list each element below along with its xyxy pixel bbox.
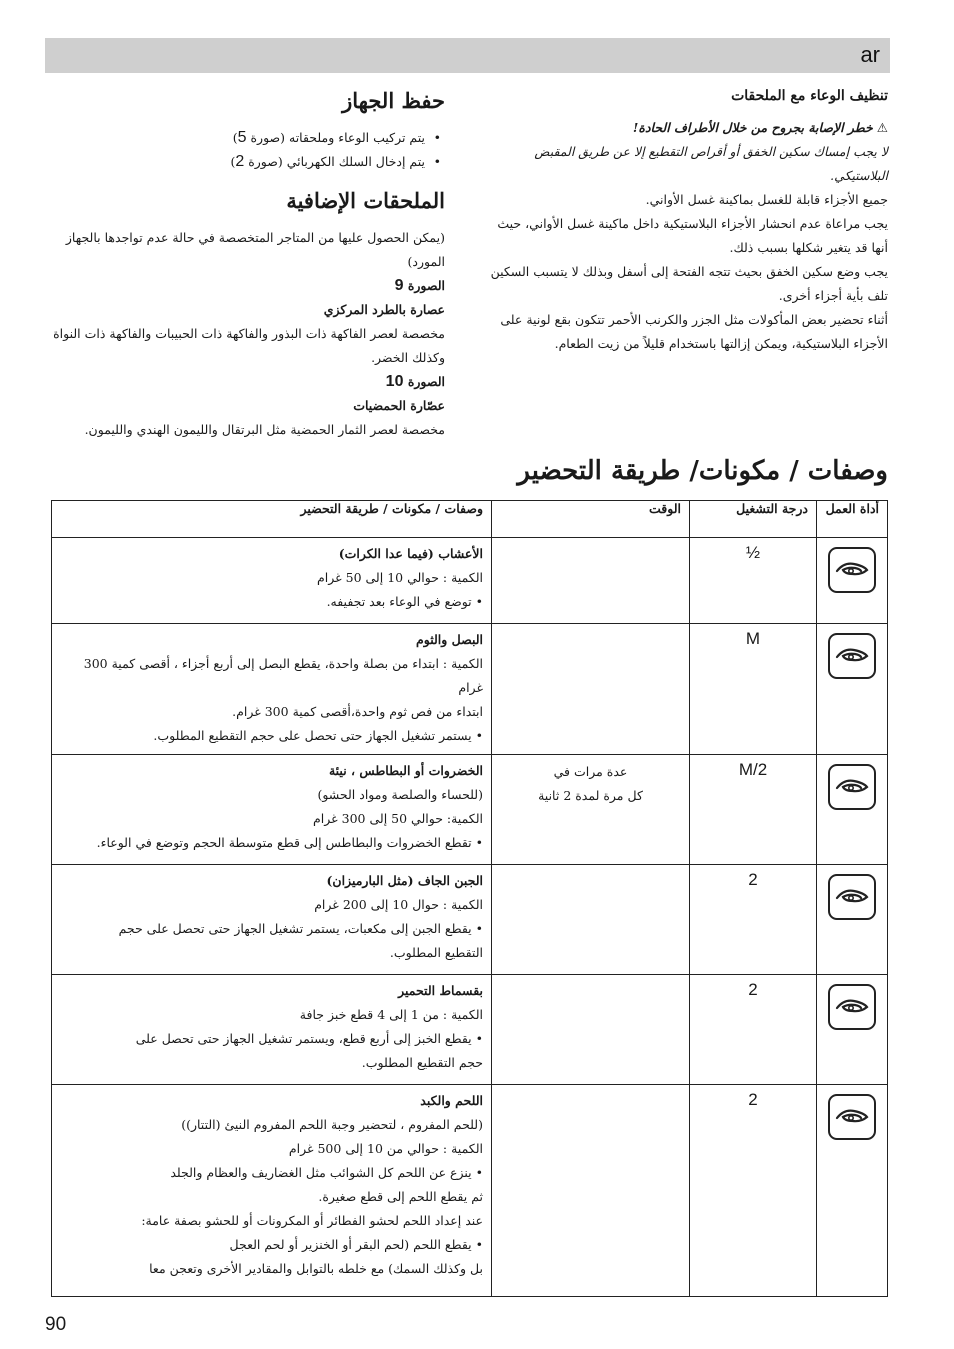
storage-bullet-2: • يتم إدخال السلك الكهربائي (صورة 2) [45,150,445,174]
speed-cell [690,1085,817,1297]
recipe-line: (للحساء والصلصة ومواد الحشو) [317,787,483,802]
speed-cell [690,624,817,755]
warning-text: لا يجب إمساك سكين الخفق أو أقراص التقطيع إلا عن طريق المقبض البلاستيكي. [534,144,888,183]
recipe-line: ثم يقطع اللحم إلى قطع صغيرة. [318,1189,483,1204]
page-number: 90 [45,1314,67,1335]
accessories-note: (يمكن الحصول عليها من المتاجر المتخصصة في حالة عدم تواجدها بالجهاز المورد) [65,230,445,269]
warning-heading: خطر الإصابة بجروح من خلال الأطراف الحادة! [632,120,873,135]
cleaning-section [490,84,888,356]
time-text: كل مرة لمدة 2 ثانية [538,788,643,803]
tool-cell [817,975,888,1085]
recipe-title: الجبن الجاف (مثل البارميزان) [326,873,483,888]
accessories-title: الملحقات الإضافية [286,188,445,213]
table-row [52,1085,888,1297]
figure-10-name: عصّارة الحمضيات [353,398,445,413]
cleaning-title: تنظيف الوعاء مع الملحقات [731,88,888,104]
figure-10-label: الصورة 10 [385,373,445,390]
speed-value: ½ [745,543,761,562]
tool-cell [817,865,888,975]
recipe-title: البصل والثوم [416,632,483,647]
recipe-line: • يقطع الجبن إلى مكعبات، يستمر تشغيل الجهاز حتى تحصل على حجم [118,921,483,936]
figure-9-name: عصارة بالطرد المركزي [323,302,445,317]
recipe-cell [52,1085,492,1297]
tool-cell [817,1085,888,1297]
table-header-row [52,501,888,538]
table-row [52,865,888,975]
cleaning-p4: أثناء تحضير بعض المأكولات مثل الجزر والكرنب الأحمر تتكون بقع لونية على الأجزاء البلاستيكية، ويمكن إزالتها باستخدام قليلاً من زيت الطعام. [500,312,888,351]
recipe-title: الخضروات أو البطاطس ، نيئة [328,763,483,778]
recipe-cell [52,975,492,1085]
time-text: عدة مرات في [553,764,628,779]
time-cell [492,624,690,755]
recipe-line: بل وكذلك السمك) مع خلطه بالتوابل والمقادير الأخرى وتعجن معا [149,1261,483,1276]
recipe-line: • يقطع اللحم (لحم البقر أو الخنزير أو لحم العجل [229,1237,483,1252]
speed-value: 2 [748,870,758,889]
tool-cell [817,624,888,755]
recipe-line: ابتداء من فص ثوم واحدة،أقصى كمية 300 غرام. [232,704,483,719]
recipe-line: التقطيع المطلوب. [389,945,483,960]
language-code: ar [860,42,880,67]
time-cell [492,1085,690,1297]
recipe-line: • يقطع الخبز إلى أربع قطع، ويستمر تشغيل الجهاز حتى تحصل على [135,1031,483,1046]
time-cell [492,755,690,865]
recipes-title: وصفات / مكونات/ طريقة التحضير [517,456,888,486]
recipe-title: بقسماط التحمير [398,983,483,998]
time-cell [492,975,690,1085]
speed-value: M/2 [738,760,768,779]
recipe-title: اللحم والكبد [420,1093,483,1108]
recipe-line: الكمية : حوالي 10 إلى 50 غرام [317,570,483,585]
speed-value: 2 [748,1090,758,1109]
recipe-cell [52,538,492,624]
time-cell [492,538,690,624]
speed-cell [690,755,817,865]
cleaning-p1: جميع الأجزاء قابلة للغسل بماكينة غسل الأواني. [645,192,888,207]
speed-value: M [745,629,761,648]
recipe-line: • تقطع الخضروات والبطاطس إلى قطع متوسطة الحجم وتوضع في الوعاء. [96,835,483,850]
recipe-line: • يستمر تشغيل الجهاز حتى تحصل على حجم التقطيع المطلوب. [153,728,483,743]
blade-tool-icon [828,1094,876,1140]
recipe-line: الكمية: حوالي 50 إلى 300 غرام [313,811,483,826]
header-speed: درجة التشغيل [690,501,817,538]
tool-cell [817,538,888,624]
blade-tool-icon [828,547,876,593]
blade-tool-icon [828,874,876,920]
storage-bullet-1: • يتم تركيب الوعاء وملحقاته (صورة 5) [45,126,445,150]
recipe-line: الكمية : ابتداء من بصلة واحدة، يقطع البصل إلى أربع أجزاء ، أقصى كمية 300 غرام [83,656,483,695]
table-row [52,624,888,755]
tool-cell [817,755,888,865]
time-cell [492,865,690,975]
speed-cell [690,975,817,1085]
recipe-line: الكمية : حوال 10 إلى 200 غرام [314,897,483,912]
warning-triangle-icon: ⚠ [876,120,888,135]
table-row [52,538,888,624]
blade-tool-icon [828,764,876,810]
blade-tool-icon [828,633,876,679]
speed-cell [690,538,817,624]
header-tool: أداة العمل [817,501,888,538]
recipe-line: الكمية : حوالي من 10 إلى 500 غرام [288,1141,483,1156]
recipe-line: • ينزع عن اللحم كل الشوائب مثل الغضاريف والعظام والجلد [170,1165,483,1180]
table-row [52,975,888,1085]
cleaning-p2: يجب مراعاة عدم انحشار الأجزاء البلاستيكية داخل ماكينة غسل الأواني، حيث أنها قد يتغير شكلها بسبب ذلك. [497,216,888,255]
speed-value: 2 [748,980,758,999]
recipe-cell [52,755,492,865]
recipe-line: حجم التقطيع المطلوب. [361,1055,483,1070]
table-row [52,755,888,865]
header-recipe: وصفات / مكونات / طريقة التحضير [52,501,492,538]
recipe-title: الأعشاب (فيما عدا الكرات) [338,546,483,561]
recipe-cell [52,624,492,755]
recipe-cell [52,865,492,975]
blade-tool-icon [828,984,876,1030]
header-time: الوقت [492,501,690,538]
warning-line [490,116,888,140]
cleaning-p3: يجب وضع سكين الخفق بحيث تتجه الفتحة إلى أسفل وبذلك لا يتسبب السكين تلف بأية أجزاء أخرى. [490,264,888,303]
recipes-table [51,500,888,1297]
recipe-line: الكمية : من 1 إلى 4 قطع خبز جافة [299,1007,483,1022]
header-bar [45,38,890,73]
figure-9-label: الصورة 9 [394,277,445,294]
figure-9-desc: مخصصة لعصر الفاكهة ذات البذور والفاكهة ذات الحبيبات والفاكهة ذات النواة وكذلك الخضر. [53,326,445,365]
figure-10-desc: مخصصة لعصر الثمار الحمضية مثل البرتقال والليمون الهندي والليمون. [84,422,445,437]
recipe-line: (للحم المفروم ، لتحضير وجبة اللحم المفروم النيئ (التتار)) [181,1117,483,1132]
recipe-line: عند إعداد اللحم لحشو الفطائر أو المكرونات أو للحشو بصفة عامة: [141,1213,483,1228]
storage-title: حفظ الجهاز [342,88,445,113]
speed-cell [690,865,817,975]
recipe-line: • توضع في الوعاء بعد تجفيفه. [326,594,483,609]
storage-accessories-section [45,84,445,442]
